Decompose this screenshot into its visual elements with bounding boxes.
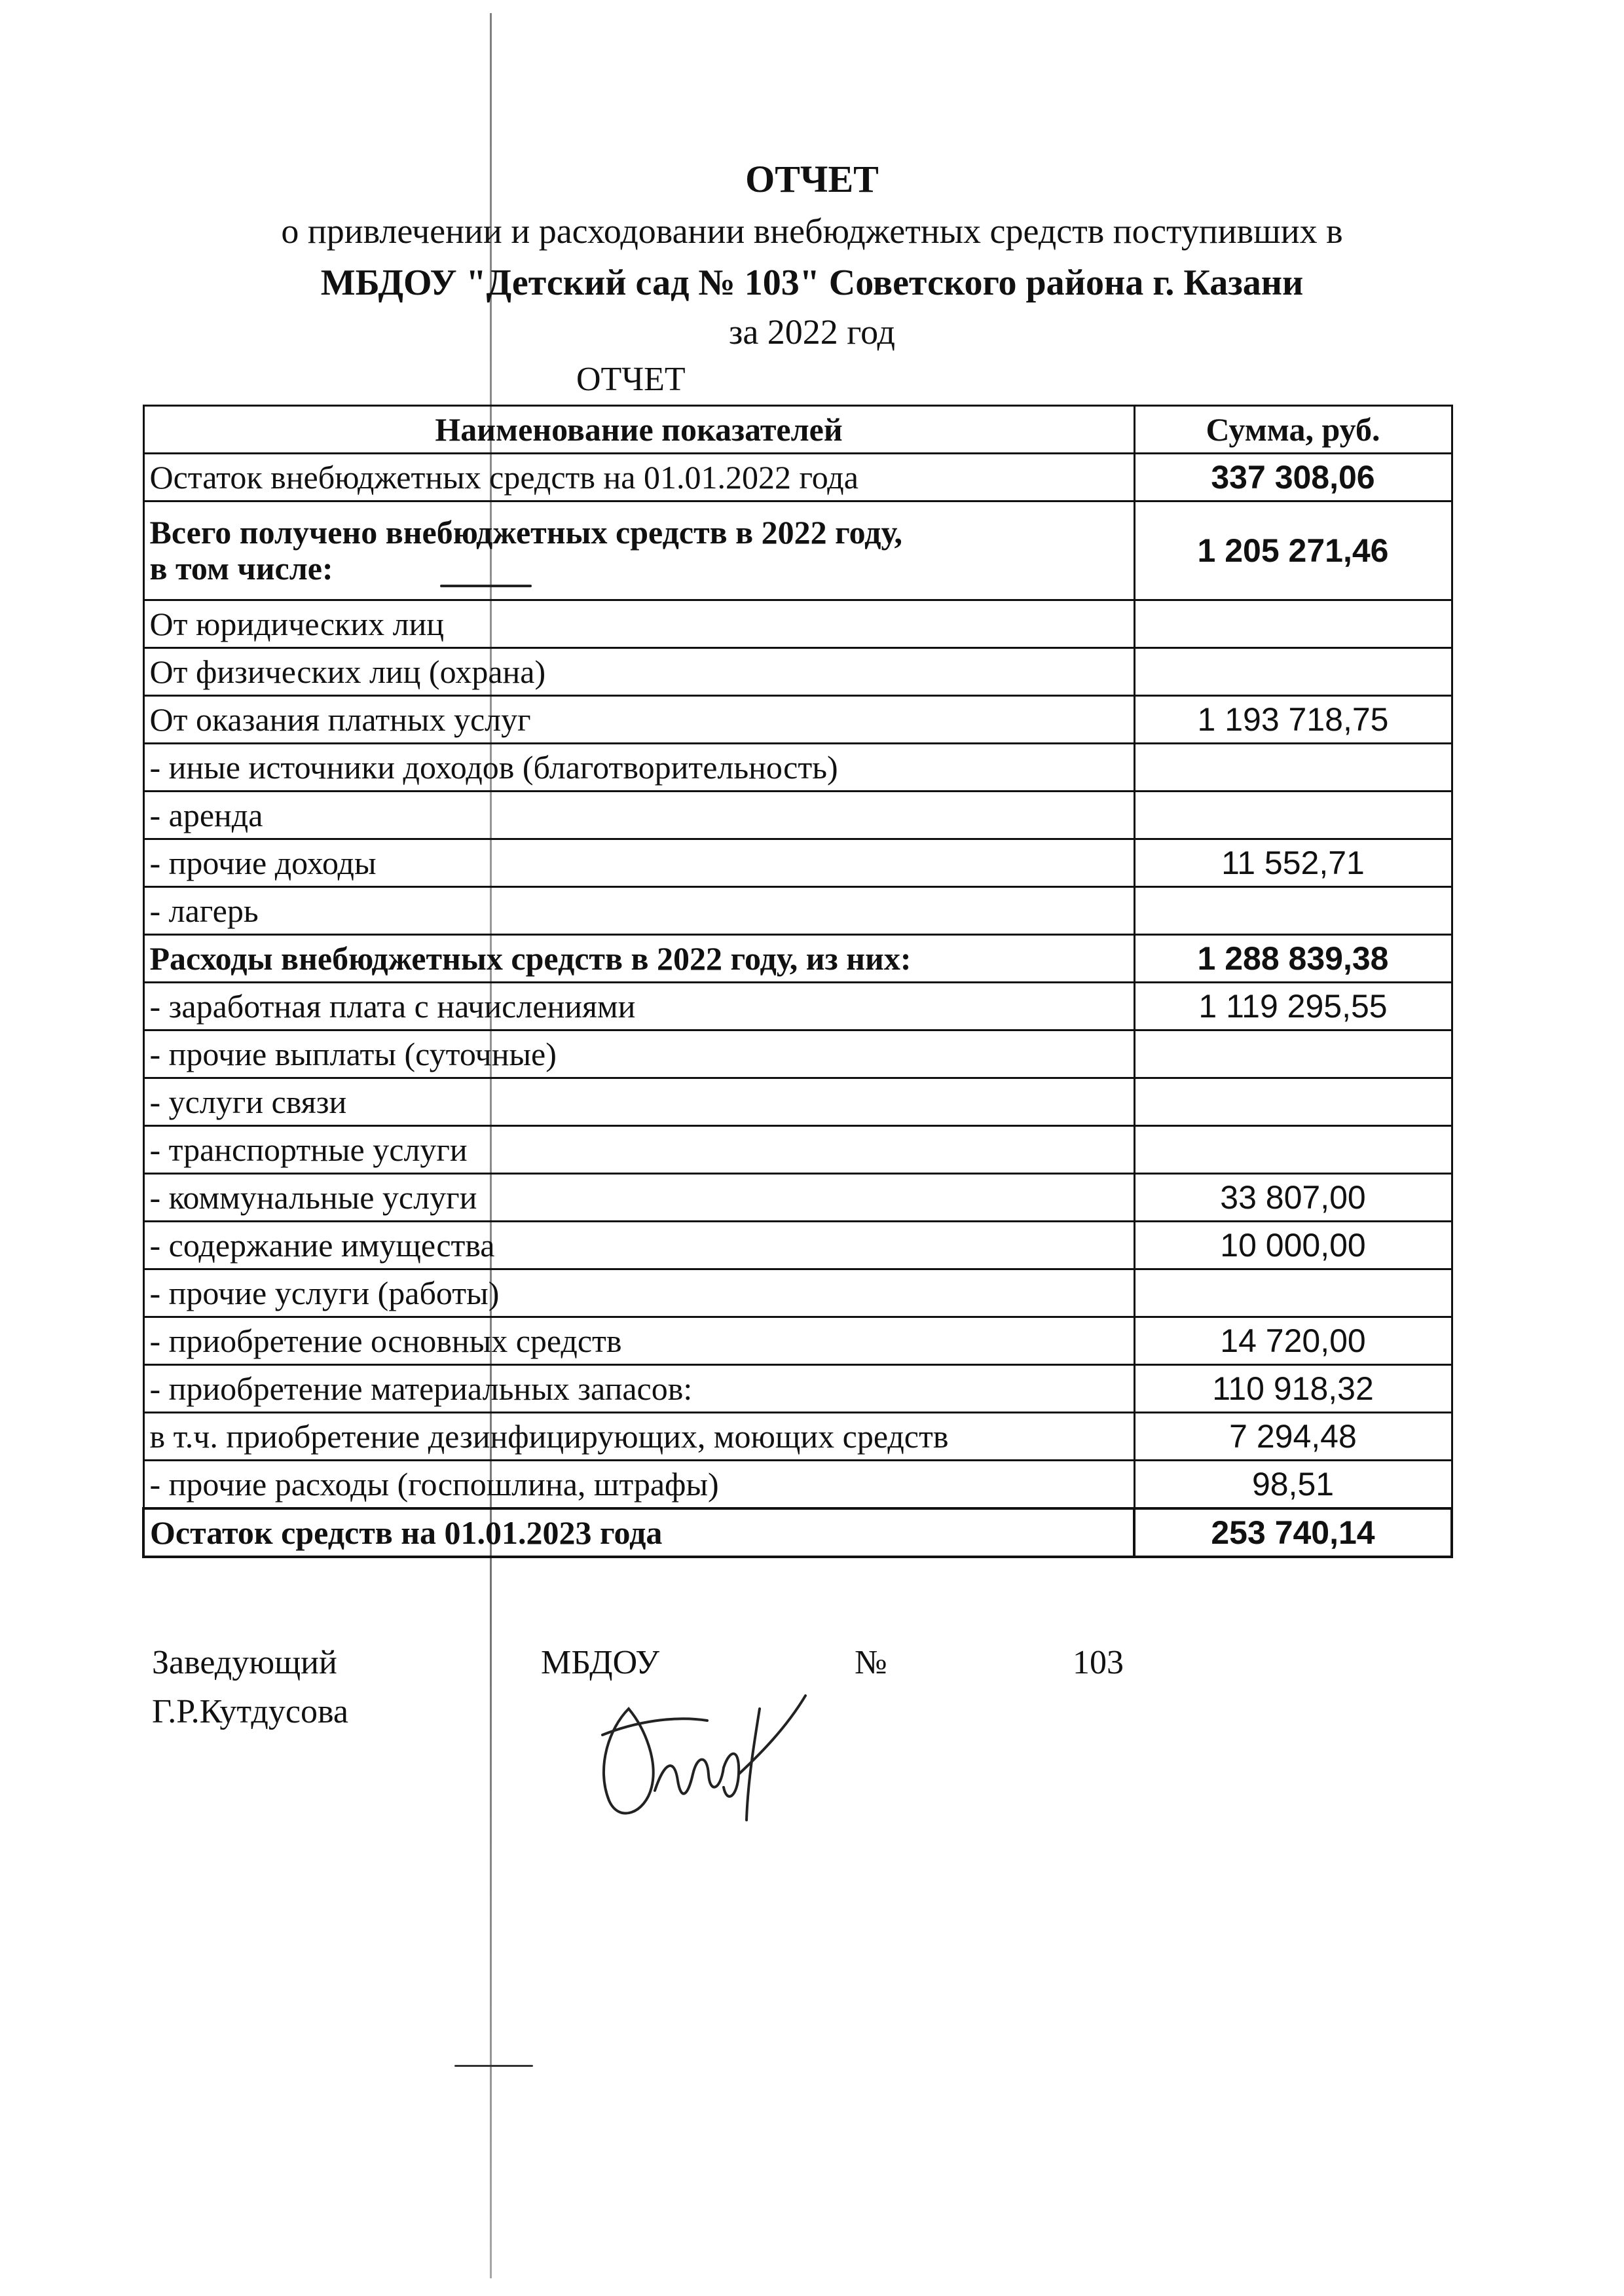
document-title-secondary: ОТЧЕТ xyxy=(576,361,686,398)
row-amount: 110 918,32 xyxy=(1134,1365,1452,1413)
row-name: - прочие выплаты (суточные) xyxy=(143,1030,1134,1078)
row-amount: 1 288 839,38 xyxy=(1134,935,1452,983)
column-header-sum: Сумма, руб. xyxy=(1134,406,1452,454)
organization-name: МБДОУ "Детский сад № 103" Советского района г. Казани xyxy=(320,263,1304,303)
table-row xyxy=(143,744,1452,792)
table-row xyxy=(143,1126,1452,1174)
document-subtitle: о привлечении и расходовании внебюджетных средств поступивших в xyxy=(281,211,1343,251)
row-amount xyxy=(1134,792,1452,839)
row-name: От оказания платных услуг xyxy=(143,696,1134,744)
document-title: ОТЧЕТ xyxy=(745,158,879,200)
table-row xyxy=(143,1413,1452,1461)
table-row xyxy=(143,648,1452,696)
row-name: Остаток внебюджетных средств на 01.01.2022 года xyxy=(143,454,1134,501)
table-row xyxy=(143,1317,1452,1365)
row-name: - прочие услуги (работы) xyxy=(143,1269,1134,1317)
signatory-org-number: 103 xyxy=(1073,1644,1124,1681)
column-header-name: Наименование показателей xyxy=(143,406,1134,454)
row-name: Остаток средств на 01.01.2023 года xyxy=(143,1508,1134,1557)
row-name: - аренда xyxy=(143,792,1134,839)
row-name: - прочие доходы xyxy=(143,839,1134,887)
row-amount: 1 205 271,46 xyxy=(1134,501,1452,600)
row-name: - иные источники доходов (благотворительность) xyxy=(143,744,1134,792)
row-amount xyxy=(1134,1030,1452,1078)
row-amount xyxy=(1134,1078,1452,1126)
table-row xyxy=(143,1174,1452,1222)
row-amount: 337 308,06 xyxy=(1134,454,1452,501)
row-name: - заработная плата с начислениями xyxy=(143,983,1134,1030)
row-name: От юридических лиц xyxy=(143,600,1134,648)
table-row xyxy=(143,1030,1452,1078)
table-row-total xyxy=(143,1508,1452,1557)
row-amount xyxy=(1134,1269,1452,1317)
table-row xyxy=(143,887,1452,935)
row-amount: 10 000,00 xyxy=(1134,1222,1452,1269)
table-row xyxy=(143,935,1452,983)
row-name: - лагерь xyxy=(143,887,1134,935)
table-row xyxy=(143,839,1452,887)
row-name: Расходы внебюджетных средств в 2022 году, из них: xyxy=(143,935,1134,983)
row-name xyxy=(143,501,1134,600)
signatory-number-sign: № xyxy=(855,1644,887,1681)
report-period: за 2022 год xyxy=(728,312,896,352)
table-row xyxy=(143,600,1452,648)
row-name: - транспортные услуги xyxy=(143,1126,1134,1174)
table-header-row xyxy=(143,406,1452,454)
row-amount: 253 740,14 xyxy=(1134,1508,1452,1557)
row-name: - прочие расходы (госпошлина, штрафы) xyxy=(143,1461,1134,1509)
signatory-org: МБДОУ xyxy=(541,1644,660,1681)
table-row xyxy=(143,792,1452,839)
report-table xyxy=(142,405,1453,1558)
row-amount: 11 552,71 xyxy=(1134,839,1452,887)
table-row xyxy=(143,696,1452,744)
row-amount: 33 807,00 xyxy=(1134,1174,1452,1222)
handwritten-signature xyxy=(583,1683,832,1840)
row-name-line1: Всего получено внебюджетных средств в 2022 году, xyxy=(149,514,902,551)
row-amount xyxy=(1134,648,1452,696)
table-row xyxy=(143,454,1452,501)
table-row xyxy=(143,1222,1452,1269)
row-name: в т.ч. приобретение дезинфицирующих, моющих средств xyxy=(143,1413,1134,1461)
row-amount: 14 720,00 xyxy=(1134,1317,1452,1365)
row-amount xyxy=(1134,744,1452,792)
table-row xyxy=(143,983,1452,1030)
table-row xyxy=(143,1269,1452,1317)
row-name-line2: в том числе: xyxy=(149,550,333,587)
row-amount xyxy=(1134,887,1452,935)
row-name: - коммунальные услуги xyxy=(143,1174,1134,1222)
table-row xyxy=(143,1365,1452,1413)
row-name: - услуги связи xyxy=(143,1078,1134,1126)
row-name: - приобретение основных средств xyxy=(143,1317,1134,1365)
row-amount: 1 119 295,55 xyxy=(1134,983,1452,1030)
signatory-name: Г.Р.Кутдусова xyxy=(152,1693,348,1730)
scan-artifact-mark xyxy=(454,2065,533,2067)
row-amount: 1 193 718,75 xyxy=(1134,696,1452,744)
row-amount xyxy=(1134,1126,1452,1174)
table-row xyxy=(143,1078,1452,1126)
row-name: - приобретение материальных запасов: xyxy=(143,1365,1134,1413)
signatory-role: Заведующий xyxy=(152,1644,337,1681)
row-name: - содержание имущества xyxy=(143,1222,1134,1269)
row-name: От физических лиц (охрана) xyxy=(143,648,1134,696)
row-amount xyxy=(1134,600,1452,648)
row-amount: 98,51 xyxy=(1134,1461,1452,1509)
table-row xyxy=(143,1461,1452,1509)
row-amount: 7 294,48 xyxy=(1134,1413,1452,1461)
table-row xyxy=(143,501,1452,600)
